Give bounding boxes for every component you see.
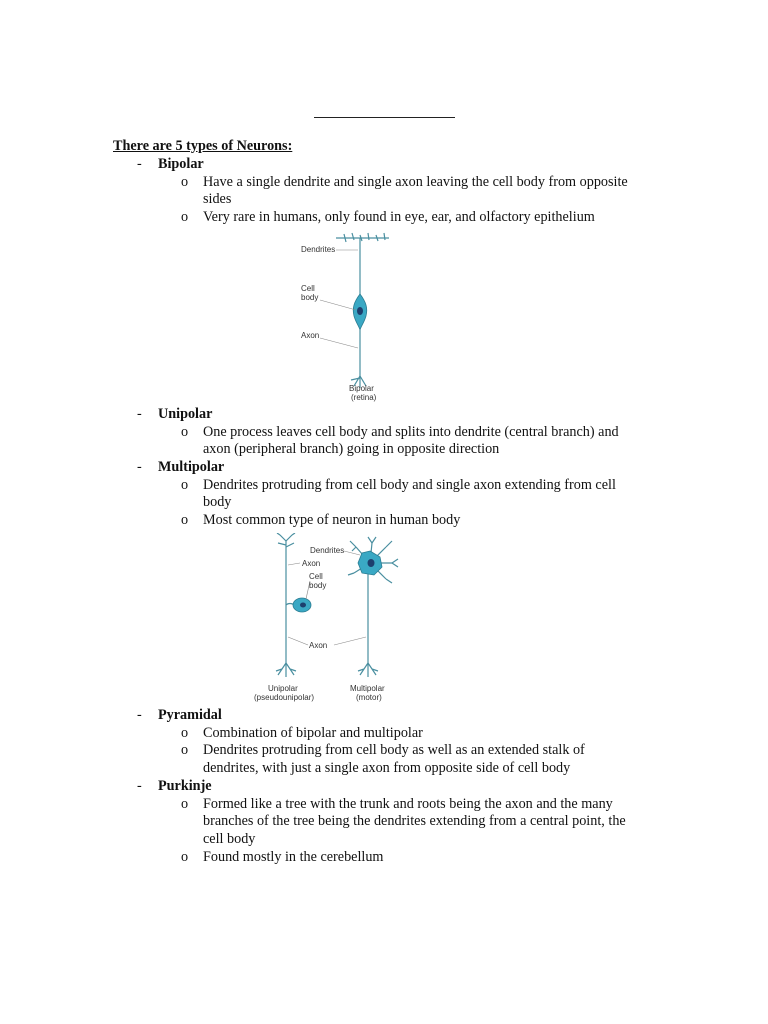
list-dash: - [137,156,142,172]
list-dash: - [137,778,142,794]
label-cell: Cell [309,572,323,581]
document-heading: There are 5 types of Neurons: [113,138,293,154]
bullet-text: dendrites, with just a single axon from opposite side of cell body [203,760,571,776]
bullet-marker: o [181,209,189,225]
caption-unipolar: Unipolar [268,684,298,693]
bipolar-dendrites-shape [336,233,389,296]
list-dash: - [137,707,142,723]
bipolar-neuron-figure [296,228,411,404]
bullet-text: One process leaves cell body and splits into dendrite (central branch) and [203,424,619,440]
label-dendrites: Dendrites [310,546,345,555]
term-pyramidal: Pyramidal [158,707,222,723]
bullet-marker: o [181,424,189,440]
caption-retina: (retina) [351,393,377,402]
bullet-marker: o [181,512,189,528]
unipolar-nucleus-shape [300,603,306,608]
bullet-text: Formed like a tree with the trunk and roots being the axon and the many [203,796,613,812]
bipolar-nucleus-shape [357,307,363,315]
bullet-marker: o [181,849,189,865]
bullet-marker: o [181,174,189,190]
caption-bipolar: Bipolar [349,384,374,393]
caption-pseudounipolar: (pseudounipolar) [254,693,315,702]
bullet-text: Combination of bipolar and multipolar [203,725,423,741]
bullet-marker: o [181,796,189,812]
bullet-text: cell body [203,831,256,847]
term-bipolar: Bipolar [158,156,204,172]
label-body: body [309,581,327,590]
unipolar-multipolar-neuron-figure [246,533,406,705]
bullet-text: Most common type of neuron in human body [203,512,461,528]
bullet-text: Found mostly in the cerebellum [203,849,384,865]
bullet-text: sides [203,191,232,207]
label-cell: Cell [301,284,315,293]
term-multipolar: Multipolar [158,459,225,475]
label-axon: Axon [309,641,328,650]
caption-motor: (motor) [356,693,382,702]
term-unipolar: Unipolar [158,406,213,422]
bullet-text: body [203,494,232,510]
bullet-text: Dendrites protruding from cell body and single axon extending from cell [203,477,616,493]
bullet-text: Very rare in humans, only found in eye, ear, and olfactory epithelium [203,209,595,225]
bipolar-leader-lines [320,250,358,348]
bullet-marker: o [181,477,189,493]
bullet-marker: o [181,742,189,758]
bipolar-axon-shape [351,330,366,388]
bullet-text: axon (peripheral branch) going in opposite direction [203,441,500,457]
bullet-marker: o [181,725,189,741]
bullet-text: Dendrites protruding from cell body as well as an extended stalk of [203,742,585,758]
title-rule [314,117,455,118]
multipolar-nucleus-shape [368,559,375,567]
term-purkinje: Purkinje [158,778,212,794]
bullet-text: Have a single dendrite and single axon leaving the cell body from opposite [203,174,628,190]
label-axon-top: Axon [302,559,321,568]
bullet-text: branches of the tree being the dendrites extending from a central point, the [203,813,626,829]
caption-multipolar: Multipolar [350,684,385,693]
label-dendrites: Dendrites [301,245,336,254]
list-dash: - [137,459,142,475]
label-axon: Axon [301,331,320,340]
label-body: body [301,293,319,302]
list-dash: - [137,406,142,422]
